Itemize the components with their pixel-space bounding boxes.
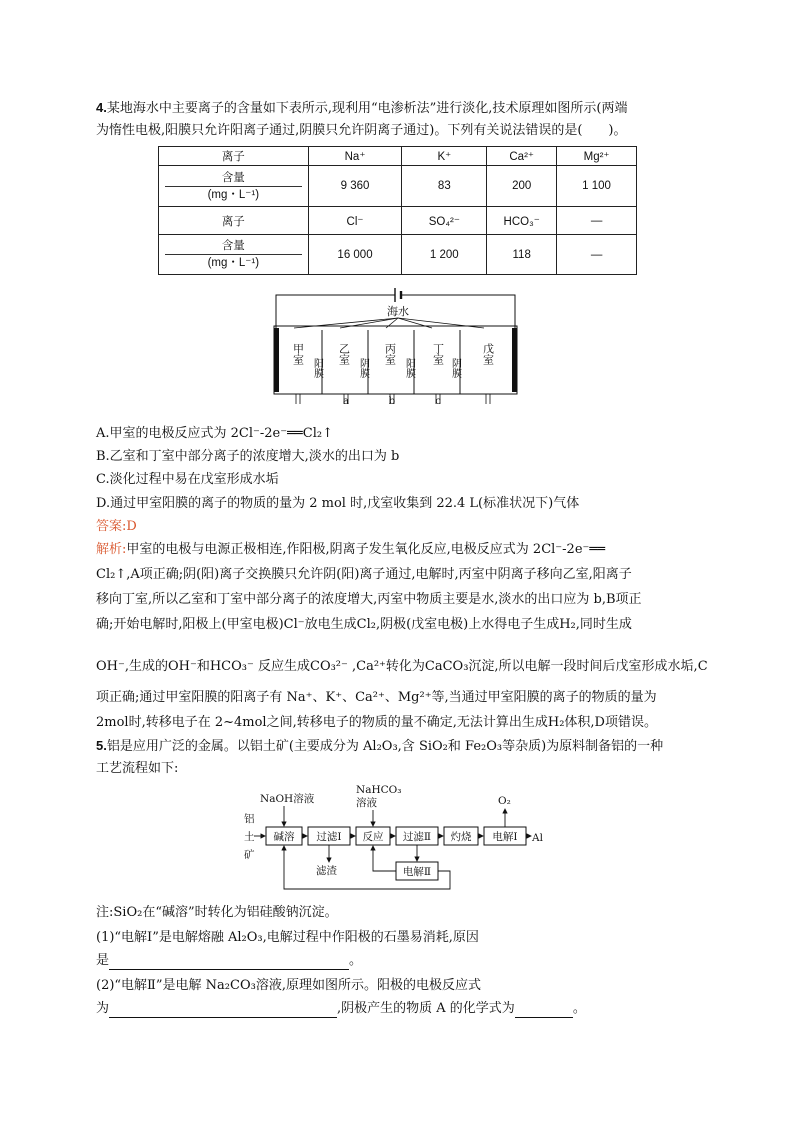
step-label: 电解Ⅰ xyxy=(492,831,518,843)
label-unit: (mg・L⁻¹) xyxy=(207,188,260,201)
table-cell: K⁺ xyxy=(402,147,487,166)
table-cell: HCO₃⁻ xyxy=(487,207,557,235)
electrodialysis-diagram xyxy=(260,288,530,410)
option-b: B.乙室和丁室中部分离子的浓度增大,淡水的出口为 b xyxy=(96,449,400,464)
label-unit: (mg・L⁻¹) xyxy=(207,257,260,269)
chamber-label: 丙室 xyxy=(383,343,397,365)
analysis-line: Cl₂↑,A项正确;阴(阳)离子交换膜只允许阴(阳)离子通过,电解时,丙室中阴离子移向乙室,阳离子 xyxy=(96,567,632,582)
option-c: C.淡化过程中易在戊室形成水垢 xyxy=(96,472,279,487)
sub2-suffix: 。 xyxy=(572,1001,586,1016)
q4-stem-line2: 为惰性电极,阳膜只允许阳离子通过,阴膜只允许阴离子通过)。下列有关说法错误的是( )。 xyxy=(96,123,627,138)
anode-electrode xyxy=(274,328,279,392)
q5-sub2-line1: (2)“电解Ⅱ”是电解 Na₂CO₃溶液,原理如图所示。阳极的电极反应式 xyxy=(96,978,481,993)
analysis-line: 项正确;通过甲室阳膜的阳离子有 Na⁺、K⁺、Ca²⁺、Mg²⁺等,当通过甲室阳膜的离子的物质的量为 xyxy=(96,690,657,705)
table-cell: 9 360 xyxy=(308,166,402,207)
raw-ore-char: 矿 xyxy=(244,849,255,861)
table-cell: Na⁺ xyxy=(308,147,402,166)
table-cell: 118 xyxy=(487,235,557,275)
cathode-electrode xyxy=(512,328,517,392)
table-cell: 离子 xyxy=(159,207,309,235)
answer-blank[interactable] xyxy=(109,1003,337,1018)
table-cell-content-label xyxy=(159,235,309,275)
q4-number: 4. xyxy=(96,100,107,115)
sub2-mid: ,阴极产生的物质 A 的化学式为 xyxy=(337,1001,515,1016)
table-row xyxy=(159,147,637,166)
chamber-label: 丁室 xyxy=(431,343,445,365)
analysis-line: 确;开始电解时,阳极上(甲室电极)Cl⁻放电生成Cl₂,阴极(戊室电极)上水得电子生成H₂,同时生成 xyxy=(96,617,632,632)
q5-sub2-line2 xyxy=(96,1000,586,1018)
table-cell: 离子 xyxy=(159,147,309,166)
process-flow-diagram xyxy=(240,782,560,894)
raw-ore-char: 铝 xyxy=(244,813,255,825)
analysis-line xyxy=(96,541,605,559)
table-cell: 200 xyxy=(487,166,557,207)
residue-label: 滤渣 xyxy=(316,865,337,877)
step-label: 碱溶 xyxy=(273,831,295,843)
membrane-label: 阳膜 xyxy=(403,358,415,378)
membrane-label: 阴膜 xyxy=(357,358,369,378)
membrane-label: 阳膜 xyxy=(311,358,323,378)
q5-stem-line1 xyxy=(96,737,663,756)
q5-stem-text: 铝是应用广泛的金属。以铝土矿(主要成分为 Al₂O₃,含 SiO₂和 Fe₂O₃等杂质)为原料制备铝的一种 xyxy=(106,739,664,754)
table-cell: SO₄²⁻ xyxy=(402,207,487,235)
table-row xyxy=(159,207,637,235)
label-numerator: 含量 xyxy=(165,170,302,187)
q4-stem-text: 某地海水中主要离子的含量如下表所示,现利用“电渗析法”进行淡化,技术原理如图所示(两端 xyxy=(106,101,628,116)
naoh-label: NaOH溶液 xyxy=(260,793,315,805)
step-label: 过滤Ⅱ xyxy=(402,831,432,843)
q5-number: 5. xyxy=(96,738,107,753)
table-cell: 83 xyxy=(402,166,487,207)
answer-blank[interactable] xyxy=(515,1003,573,1018)
o2-label: O₂ xyxy=(498,795,511,807)
membrane-label: 阴膜 xyxy=(449,358,461,378)
q5-sub1-line2 xyxy=(96,952,362,970)
answer-blank[interactable] xyxy=(109,955,349,970)
q5-stem-line2: 工艺流程如下: xyxy=(96,761,179,776)
q5-sub1-line1: (1)“电解Ⅰ”是电解熔融 Al₂O₃,电解过程中作阳极的石墨易消耗,原因 xyxy=(96,930,479,945)
table-cell: 1 200 xyxy=(402,235,487,275)
q4-answer: 答案:D xyxy=(96,519,137,534)
ion-content-table xyxy=(158,146,637,275)
chamber-label: 戊室 xyxy=(481,343,495,365)
q4-stem-line1 xyxy=(96,99,627,118)
outlet-label: a xyxy=(343,396,349,407)
step-label: 反应 xyxy=(362,831,384,843)
table-cell: Mg²⁺ xyxy=(557,147,637,166)
analysis-line: 2mol时,转移电子在 2~4mol之间,转移电子的物质的量不确定,无法计算出生成H₂体积,D项错误。 xyxy=(96,715,657,730)
analysis-text: 甲室的电极与电源正极相连,作阳极,阴离子发生氧化反应,电极反应式为 2Cl⁻-2e⁻══ xyxy=(126,542,606,557)
table-cell: — xyxy=(557,235,637,275)
table-cell: Cl⁻ xyxy=(308,207,402,235)
table-row xyxy=(159,235,637,275)
step-label: 灼烧 xyxy=(450,831,472,843)
option-a: A.甲室的电极反应式为 2Cl⁻-2e⁻══Cl₂↑ xyxy=(96,426,333,441)
table-cell: — xyxy=(557,207,637,235)
outlet-label: b xyxy=(388,396,396,407)
step-label: 电解Ⅱ xyxy=(402,866,432,878)
outlet-label: c xyxy=(435,396,441,407)
table-cell-content-label xyxy=(159,166,309,207)
label-numerator: 含量 xyxy=(165,238,302,255)
sub1-prefix: 是 xyxy=(96,953,110,968)
sub2-prefix: 为 xyxy=(96,1001,110,1016)
analysis-line: OH⁻,生成的OH⁻和HCO₃⁻ 反应生成CO₃²⁻ ,Ca²⁺转化为CaCO₃沉淀,所以电解一段时间后戊室形成水垢,C xyxy=(96,659,708,674)
raw-ore-char: 土 xyxy=(244,831,255,843)
sea-water-label: 海水 xyxy=(387,305,409,318)
chamber-label: 甲室 xyxy=(291,343,305,365)
step-label: 过滤Ⅰ xyxy=(316,831,342,843)
table-cell: 16 000 xyxy=(308,235,402,275)
table-cell: Ca²⁺ xyxy=(487,147,557,166)
sub1-suffix: 。 xyxy=(349,953,363,968)
nahco3-solution-label: 溶液 xyxy=(356,797,377,809)
table-cell: 1 100 xyxy=(557,166,637,207)
q5-note: 注:SiO₂在“碱溶”时转化为铝硅酸钠沉淀。 xyxy=(96,905,338,920)
analysis-line: 移向丁室,所以乙室和丁室中部分离子的浓度增大,丙室中物质主要是水,淡水的出口应为 b,B项正 xyxy=(96,592,642,607)
option-d: D.通过甲室阳膜的离子的物质的量为 2 mol 时,戊室收集到 22.4 L(标准状况下)气体 xyxy=(96,496,580,511)
table-row xyxy=(159,166,637,207)
nahco3-label: NaHCO₃ xyxy=(356,784,402,796)
al-product-label: Al xyxy=(532,832,543,844)
analysis-label: 解析: xyxy=(96,542,127,557)
chamber-label: 乙室 xyxy=(337,343,351,365)
